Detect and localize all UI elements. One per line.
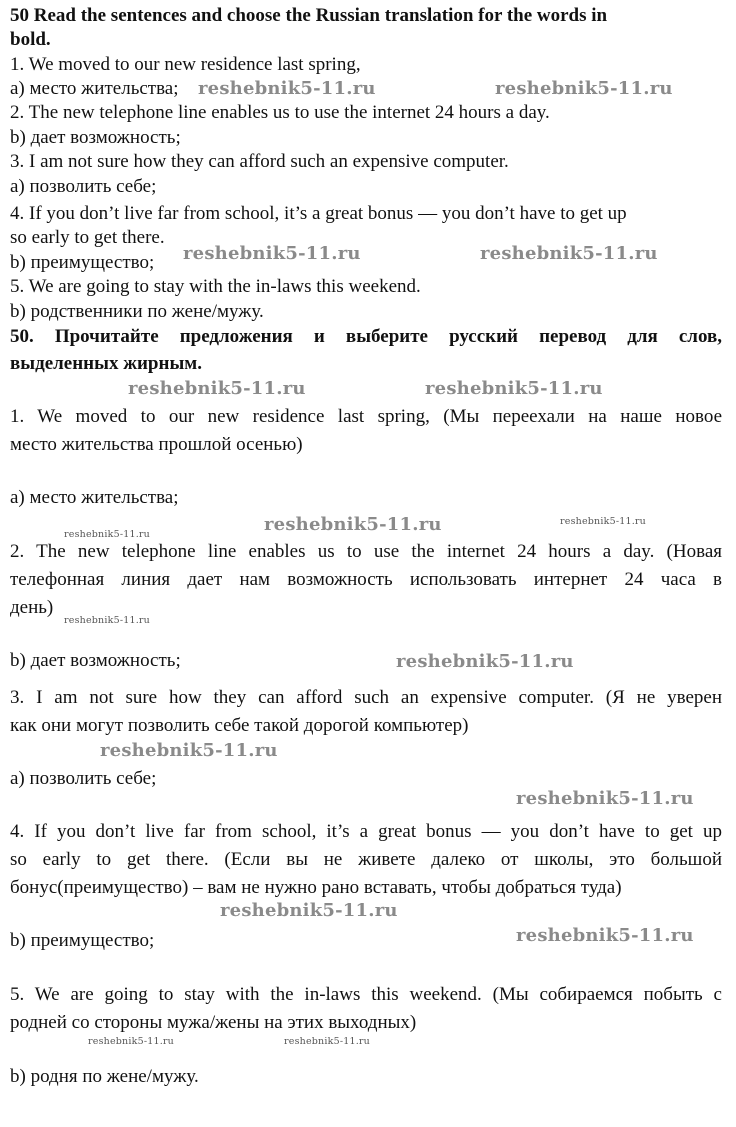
watermark: reshebnik5-11.ru xyxy=(264,514,442,535)
answer-4-ru: b) преимущество; xyxy=(10,930,155,951)
sentence-5-ru: 5. We are going to stay with the in-laws this weekend. (Мы собираемся побыть с xyxy=(10,984,722,1005)
sentence-3-ru-cont: как они могут позволить себе такой дорогой компьютер) xyxy=(10,715,469,736)
sentence-4-en-cont: so early to get there. xyxy=(10,227,165,248)
answer-1-en: a) место жительства; xyxy=(10,78,179,99)
watermark: reshebnik5-11.ru xyxy=(198,78,376,99)
answer-4-en: b) преимущество; xyxy=(10,252,155,273)
sentence-5-en: 5. We are going to stay with the in-laws this weekend. xyxy=(10,276,421,297)
sentence-4-ru-cont2: бонус(преимущество) – вам не нужно рано вставать, чтобы добраться туда) xyxy=(10,877,622,898)
sentence-1-ru-cont: место жительства прошлой осенью) xyxy=(10,434,303,455)
watermark: reshebnik5-11.ru xyxy=(480,243,658,264)
answer-5-en: b) родственники по жене/мужу. xyxy=(10,301,264,322)
sentence-4-en: 4. If you don’t live far from school, it’s a great bonus — you don’t have to get up xyxy=(10,203,627,224)
task-heading-ru-cont: выделенных жирным. xyxy=(10,353,202,374)
watermark: reshebnik5-11.ru xyxy=(183,243,361,264)
watermark: reshebnik5-11.ru xyxy=(100,740,278,761)
watermark: reshebnik5-11.ru xyxy=(560,516,646,527)
watermark: reshebnik5-11.ru xyxy=(128,378,306,399)
sentence-1-en: 1. We moved to our new residence last spring, xyxy=(10,54,361,75)
watermark: reshebnik5-11.ru xyxy=(396,651,574,672)
sentence-4-ru-cont: so early to get there. (Если вы не живете далеко от школы, это большой xyxy=(10,849,722,870)
watermark: reshebnik5-11.ru xyxy=(220,900,398,921)
task-heading-en: 50 Read the sentences and choose the Russian translation for the words in xyxy=(10,5,608,26)
watermark: reshebnik5-11.ru xyxy=(516,788,694,809)
sentence-4-ru: 4. If you don’t live far from school, it’s a great bonus — you don’t have to get up xyxy=(10,821,722,842)
answer-1-ru: a) место жительства; xyxy=(10,487,179,508)
task-heading-en-cont: bold. xyxy=(10,29,51,50)
sentence-1-ru: 1. We moved to our new residence last spring, (Мы переехали на наше новое xyxy=(10,406,722,427)
watermark: reshebnik5-11.ru xyxy=(64,529,150,540)
sentence-2-ru: 2. The new telephone line enables us to use the internet 24 hours a day. (Новая xyxy=(10,541,722,562)
answer-3-ru: a) позволить себе; xyxy=(10,768,157,789)
sentence-3-en: 3. I am not sure how they can afford such an expensive computer. xyxy=(10,151,509,172)
answer-5-ru: b) родня по жене/мужу. xyxy=(10,1066,199,1087)
watermark: reshebnik5-11.ru xyxy=(425,378,603,399)
answer-2-en: b) дает возможность; xyxy=(10,127,181,148)
watermark: reshebnik5-11.ru xyxy=(495,78,673,99)
sentence-2-en: 2. The new telephone line enables us to use the internet 24 hours a day. xyxy=(10,102,550,123)
watermark: reshebnik5-11.ru xyxy=(284,1036,370,1047)
answer-3-en: a) позволить себе; xyxy=(10,176,157,197)
sentence-2-ru-cont: телефонная линия дает нам возможность использовать интернет 24 часа в xyxy=(10,569,722,590)
sentence-3-ru: 3. I am not sure how they can afford such an expensive computer. (Я не уверен xyxy=(10,687,722,708)
sentence-2-ru-cont2: день) xyxy=(10,597,54,618)
task-heading-ru: 50. Прочитайте предложения и выберите русский перевод для слов, xyxy=(10,326,722,347)
watermark: reshebnik5-11.ru xyxy=(64,615,150,626)
answer-2-ru: b) дает возможность; xyxy=(10,650,181,671)
watermark: reshebnik5-11.ru xyxy=(516,925,694,946)
sentence-5-ru-cont: родней со стороны мужа/жены на этих выходных) xyxy=(10,1012,417,1033)
watermark: reshebnik5-11.ru xyxy=(88,1036,174,1047)
